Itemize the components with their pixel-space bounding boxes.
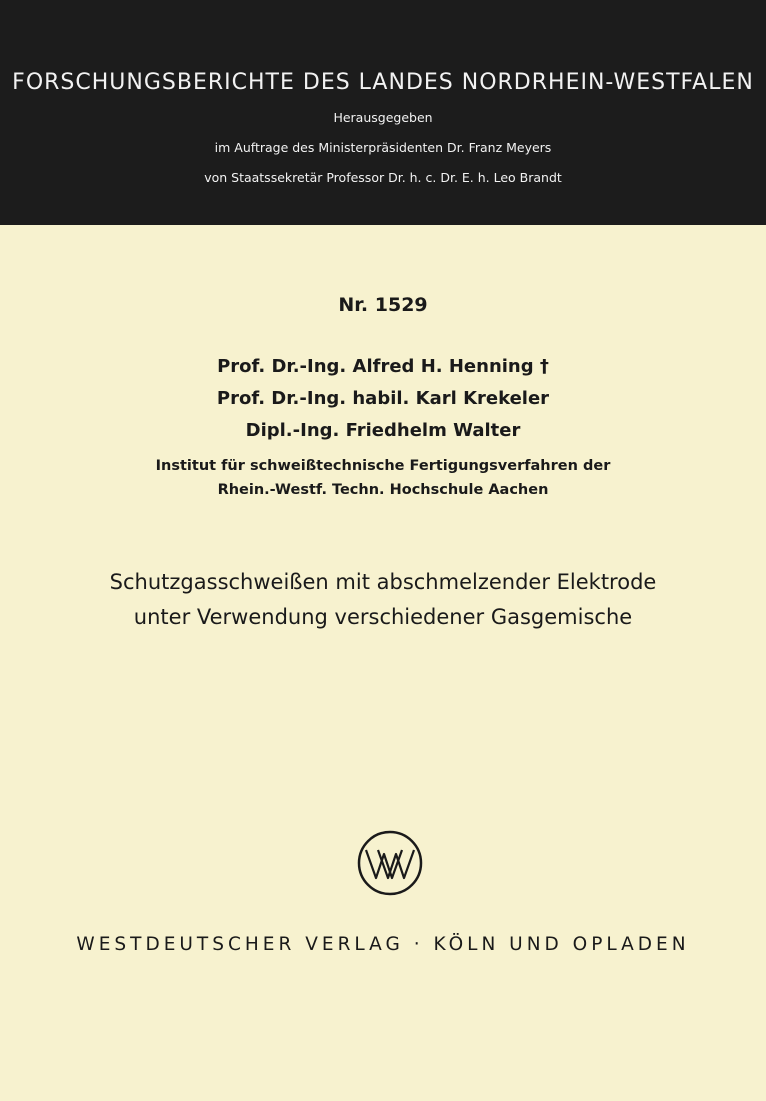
publisher-line: WESTDEUTSCHER VERLAG · KÖLN UND OPLADEN (76, 934, 690, 955)
series-title: FORSCHUNGSBERICHTE DES LANDES NORDRHEIN-WESTFALEN (12, 70, 754, 95)
author-3: Dipl.-Ing. Friedhelm Walter (245, 420, 521, 441)
westdeutscher-verlag-logo-icon (357, 830, 423, 896)
institute-line-2: Rhein.-Westf. Techn. Hochschule Aachen (217, 482, 549, 498)
author-2: Prof. Dr.-Ing. habil. Karl Krekeler (216, 388, 550, 409)
report-number: Nr. 1529 (338, 294, 428, 316)
editor-line-3: von Staatssekretär Professor Dr. h. c. Dr. E. h. Leo Brandt (204, 170, 562, 185)
title-line-2: unter Verwendung verschiedener Gasgemische (133, 605, 633, 629)
editor-line-2: im Auftrage des Ministerpräsidenten Dr. Franz Meyers (214, 140, 552, 155)
author-1: Prof. Dr.-Ing. Alfred H. Henning † (217, 356, 549, 377)
title-line-1: Schutzgasschweißen mit abschmelzender Elektrode (109, 570, 657, 594)
editor-line-1: Herausgegeben (333, 110, 433, 125)
header-band (0, 0, 766, 225)
institute-line-1: Institut für schweißtechnische Fertigungsverfahren der (155, 458, 611, 474)
